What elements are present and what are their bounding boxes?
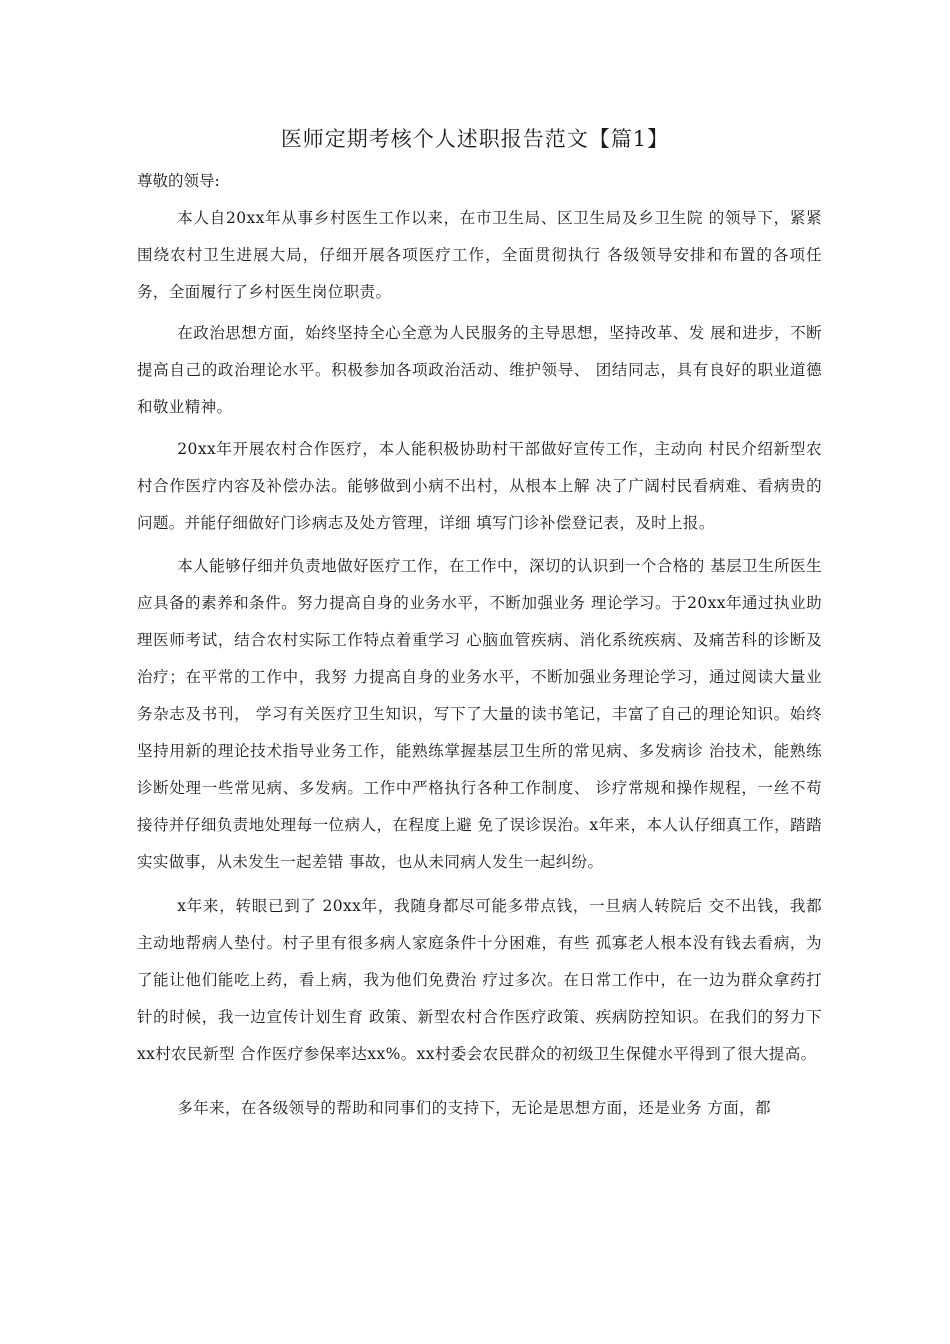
paragraph: x年来，转眼已到了 20xx年，我随身都尽可能多带点钱，一旦病人转院后 交不出钱，我都主动地帮病人垫付。村子里有很多病人家庭条件十分困难，有些 孤寡老人根本没有钱去看病，为了能让他们能吃上药，看上病，我为他们免费治 疗过多次。在日常工作中，在一边为群众拿药打针的时候，我一边宣传计划生育 政策、新型农村合作医疗政策、疾病防控知识。在我们的努力下xx村农民新型 合作医疗参保率达xx%。xx村委会农民群众的初级卫生保健水平得到了很大提高。 [137,897,822,1063]
document-body [137,200,822,1127]
paragraph: 20xx年开展农村合作医疗，本人能积极协助村干部做好宣传工作，主动向 村民介绍新型农村合作医疗内容及补偿办法。能够做到小病不出村，从根本上解 决了广阔村民看病难、看病贵的问题。并能仔细做好门诊病志及处方管理，详细 填写门诊补偿登记表，及时上报。 [137,440,822,532]
salutation: 尊敬的领导: [137,172,220,190]
paragraph: 多年来，在各级领导的帮助和同事们的支持下，无论是思想方面，还是业务 方面，都 [177,1099,771,1117]
paragraph: 在政治思想方面，始终坚持全心全意为人民服务的主导思想，坚持改革、发 展和进步，不断提高自己的政治理论水平。积极参加各项政治活动、维护领导、 团结同志，具有良好的职业道德和敬业精神。 [137,324,822,416]
paragraph: 本人自20xx年从事乡村医生工作以来，在市卫生局、区卫生局及乡卫生院 的领导下，紧紧围绕农村卫生进展大局，仔细开展各项医疗工作，全面贯彻执行 各级领导安排和布置的各项任务，全面履行了乡村医生岗位职责。 [137,209,822,301]
document-title: 医师定期考核个人述职报告范文【篇1】 [280,127,670,151]
paragraph: 本人能够仔细并负责地做好医疗工作，在工作中，深切的认识到一个合格的 基层卫生所医生应具备的素养和条件。努力提高自身的业务水平，不断加强业务 理论学习。于20xx年通过执业助理医师考试，结合农村实际工作特点着重学习 心脑血管疾病、消化系统疾病、及痛苦科的诊断及治疗；在平常的工作中，我努 力提高自身的业务水平，不断加强业务理论学习，通过阅读大量业务杂志及书刊， 学习有关医疗卫生知识，写下了大量的读书笔记，丰富了自己的理论知识。始终 坚持用新的理论技术指导业务工作，能熟练掌握基层卫生所的常见病、多发病诊 治技术，能熟练诊断处理一些常见病、多发病。工作中严格执行各种工作制度、 诊疗常规和操作规程，一丝不苟接待并仔细负责地处理每一位病人，在程度上避 免了误诊误治。x年来，本人认仔细真工作，踏踏实实做事，从未发生一起差错 事故，也从未同病人发生一起纠纷。 [137,557,822,871]
